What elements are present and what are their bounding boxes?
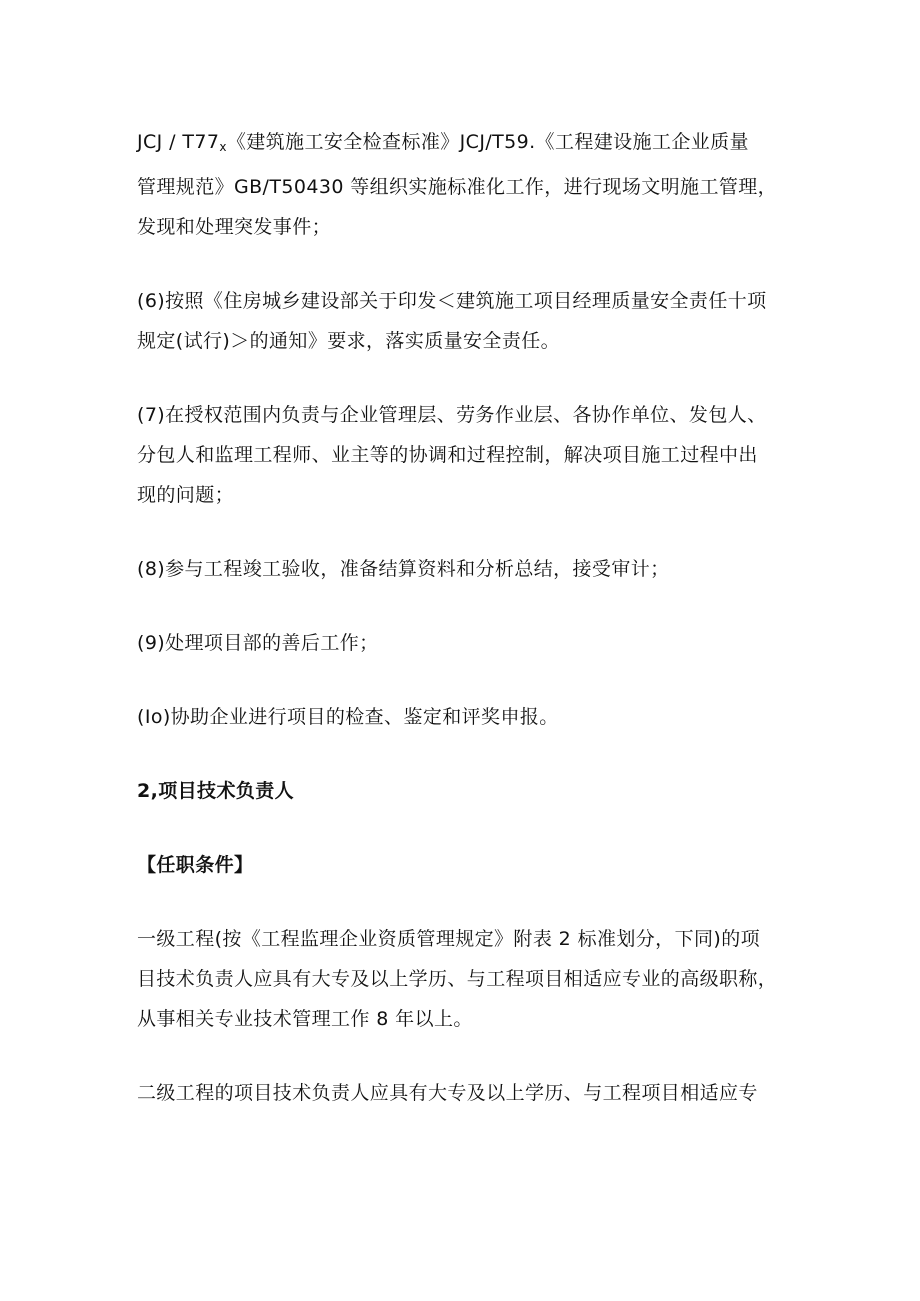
text-line: (7)在授权范围内负责与企业管理层、劳务作业层、各协作单位、发包人、 [137, 404, 767, 426]
section-heading: 2,项目技术负责人 [137, 780, 295, 802]
text-segment: JCJ / T77 [137, 131, 220, 153]
text-line: (Io)协助企业进行项目的检查、鉴定和评奖申报。 [137, 706, 559, 728]
paragraph-item-6 [137, 281, 788, 361]
text-line: 管理规范》GB/T50430 等组织实施标准化工作，进行现场文明施工管理， [137, 176, 778, 198]
text-line [137, 122, 788, 167]
text-segment: 《建筑施工安全检查标准》JCJ/T59.《工程建设施工企业质量 [226, 131, 749, 153]
text-line: 二级工程的项目技术负责人应具有大专及以上学历、与工程项目相适应专 [137, 1082, 758, 1104]
text-line: 一级工程(按《工程监理企业资质管理规定》附表 2 标准划分，下同)的项 [137, 928, 760, 950]
text-line: 规定(试行)＞的通知》要求，落实质量安全责任。 [137, 330, 561, 352]
section-subheading: 【任职条件】 [137, 854, 254, 876]
text-line: 从事相关专业技术管理工作 8 年以上。 [137, 1008, 473, 1030]
text-line: (8)参与工程竣工验收，准备结算资料和分析总结，接受审计； [137, 558, 670, 580]
text-line: (9)处理项目部的善后工作； [137, 632, 379, 654]
paragraph-condition-1 [137, 919, 788, 1039]
paragraph-item-7 [137, 395, 788, 515]
text-line: 发现和处理突发事件； [137, 216, 332, 238]
text-line: 目技术负责人应具有大专及以上学历、与工程项目相适应专业的高级职称， [137, 968, 778, 990]
subscript-text: x [219, 140, 227, 154]
text-line: 现的问题； [137, 484, 235, 506]
paragraph-item-9 [137, 623, 788, 663]
paragraph-condition-2 [137, 1073, 788, 1113]
paragraph-item-8 [137, 549, 788, 589]
text-line: 分包人和监理工程师、业主等的协调和过程控制，解决项目施工过程中出 [137, 444, 758, 466]
paragraph-item-10 [137, 697, 788, 737]
paragraph-standards [137, 122, 788, 247]
text-line: (6)按照《住房城乡建设部关于印发＜建筑施工项目经理质量安全责任十项 [137, 290, 767, 312]
